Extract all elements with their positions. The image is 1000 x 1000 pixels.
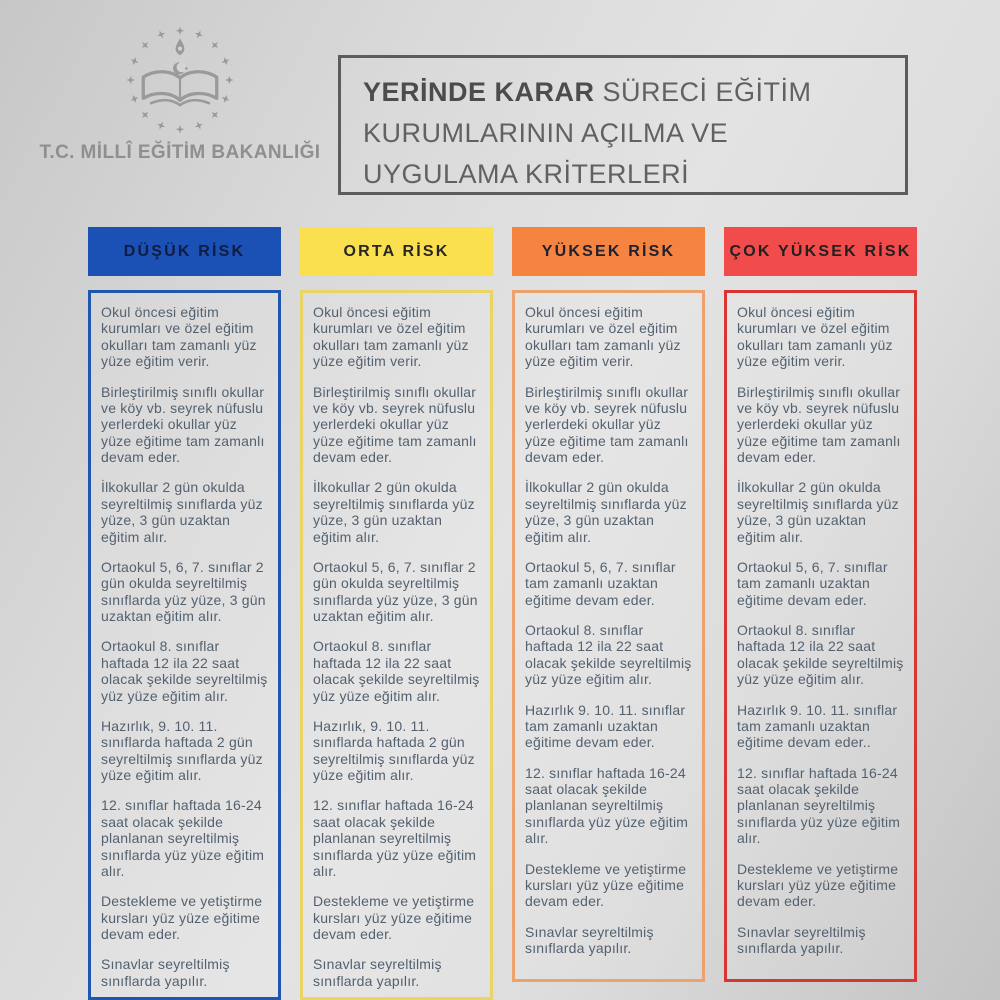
criteria-item: Destekleme ve yetiştirme kursları yüz yüze eğitime devam eder. — [525, 860, 687, 910]
risk-header-cok-yuksek-risk — [724, 227, 917, 276]
risk-header-yuksek-risk — [512, 227, 705, 276]
criteria-item: Okul öncesi eğitim kurumları ve özel eğitim okulları tam zamanlı yüz yüze eğitim verir. — [737, 304, 893, 370]
title-box — [338, 55, 908, 195]
criteria-item: Hazırlık 9. 10. 11. sınıflar tam zamanlı uzaktan eğitime devam eder. — [525, 701, 686, 751]
criteria-item: Ortaokul 5, 6, 7. sınıflar 2 gün okulda seyreltilmiş sınıflarda yüz yüze, 3 gün uzaktan eğitim alır. — [313, 558, 478, 624]
meb-crest-icon — [122, 22, 238, 138]
title-rest: SÜRECİ EĞİTİM KURUMLARININ AÇILMA VE UYGULAMA KRİTERLERİ — [363, 77, 812, 190]
criteria-item: Birleştirilmiş sınıflı okullar ve köy vb. seyrek nüfuslu yerlerdeki okullar yüz yüze eğitime tam zamanlı devam eder. — [313, 383, 477, 465]
criteria-item: Destekleme ve yetiştirme kursları yüz yüze eğitime devam eder. — [101, 893, 263, 942]
criteria-item: 12. sınıflar haftada 16-24 saat olacak şekilde planlanan seyreltilmiş sınıflarda yüz yüze eğitim alır. — [313, 797, 477, 879]
risk-header-label: ORTA RİSK — [343, 242, 450, 260]
risk-header-label: YÜKSEK RİSK — [541, 242, 676, 260]
risk-columns — [88, 227, 917, 1000]
criteria-item: Okul öncesi eğitim kurumları ve özel eğitim okulları tam zamanlı yüz yüze eğitim verir. — [525, 304, 681, 370]
criteria-item: Destekleme ve yetiştirme kursları yüz yüze eğitime devam eder. — [737, 860, 899, 910]
criteria-item: Birleştirilmiş sınıflı okullar ve köy vb. seyrek nüfuslu yerlerdeki okullar yüz yüze eğitime tam zamanlı devam eder. — [101, 383, 265, 465]
criteria-item: Destekleme ve yetiştirme kursları yüz yüze eğitime devam eder. — [313, 893, 475, 942]
risk-header-orta-risk — [300, 227, 493, 276]
risk-criteria-box-cok-yuksek-risk — [724, 290, 917, 982]
risk-header-label: DÜŞÜK RİSK — [123, 242, 246, 260]
criteria-item: Sınavlar seyreltilmiş sınıflarda yapılır. — [525, 923, 654, 956]
criteria-item: Sınavlar seyreltilmiş sınıflarda yapılır. — [737, 923, 866, 956]
risk-column-yuksek-risk — [512, 227, 705, 1000]
criteria-item: İlkokullar 2 gün okulda seyreltilmiş sınıflarda yüz yüze, 3 gün uzaktan eğitim alır. — [101, 479, 263, 545]
criteria-item: İlkokullar 2 gün okulda seyreltilmiş sınıflarda yüz yüze, 3 gün uzaktan eğitim alır. — [737, 479, 899, 545]
criteria-item: Okul öncesi eğitim kurumları ve özel eğitim okulları tam zamanlı yüz yüze eğitim verir. — [313, 304, 469, 370]
criteria-item: Birleştirilmiş sınıflı okullar ve köy vb. seyrek nüfuslu yerlerdeki okullar yüz yüze eğitime tam zamanlı devam eder. — [525, 383, 689, 465]
criteria-item: Sınavlar seyreltilmiş sınıflarda yapılır. — [313, 956, 442, 989]
risk-column-orta-risk — [300, 227, 493, 1000]
ministry-brand — [30, 22, 330, 164]
criteria-item: Ortaokul 5, 6, 7. sınıflar tam zamanlı uzaktan eğitime devam eder. — [737, 558, 888, 608]
criteria-item: Ortaokul 8. sınıflar haftada 12 ila 22 saat olacak şekilde seyreltilmiş yüz yüze eğitim alır. — [313, 638, 480, 704]
criteria-item: 12. sınıflar haftada 16-24 saat olacak şekilde planlanan seyreltilmiş sınıflarda yüz yüze eğitim alır. — [737, 764, 901, 847]
criteria-item: İlkokullar 2 gün okulda seyreltilmiş sınıflarda yüz yüze, 3 gün uzaktan eğitim alır. — [313, 479, 475, 545]
criteria-item: 12. sınıflar haftada 16-24 saat olacak şekilde planlanan seyreltilmiş sınıflarda yüz yüze eğitim alır. — [101, 797, 265, 879]
risk-column-dusuk-risk — [88, 227, 281, 1000]
title-bold: YERİNDE KARAR — [363, 77, 595, 107]
criteria-item: Okul öncesi eğitim kurumları ve özel eğitim okulları tam zamanlı yüz yüze eğitim verir. — [101, 304, 257, 370]
criteria-item: Hazırlık, 9. 10. 11. sınıflarda haftada 2 gün seyreltilmiş sınıflarda yüz yüze eğitim alır. — [313, 717, 475, 783]
risk-criteria-box-yuksek-risk — [512, 290, 705, 982]
risk-header-label: ÇOK YÜKSEK RİSK — [729, 242, 912, 260]
criteria-item: Hazırlık 9. 10. 11. sınıflar tam zamanlı uzaktan eğitime devam eder.. — [737, 701, 898, 751]
criteria-item: Hazırlık, 9. 10. 11. sınıflarda haftada 2 gün seyreltilmiş sınıflarda yüz yüze eğitim alır. — [101, 717, 263, 783]
criteria-item: Ortaokul 5, 6, 7. sınıflar 2 gün okulda seyreltilmiş sınıflarda yüz yüze, 3 gün uzaktan eğitim alır. — [101, 558, 266, 624]
ministry-name: T.C. MİLLÎ EĞİTİM BAKANLIĞI — [39, 142, 321, 163]
criteria-item: Ortaokul 8. sınıflar haftada 12 ila 22 saat olacak şekilde seyreltilmiş yüz yüze eğitim alır. — [525, 622, 692, 688]
risk-criteria-box-dusuk-risk — [88, 290, 281, 1000]
criteria-item: Ortaokul 5, 6, 7. sınıflar tam zamanlı uzaktan eğitime devam eder. — [525, 558, 676, 608]
criteria-item: Birleştirilmiş sınıflı okullar ve köy vb. seyrek nüfuslu yerlerdeki okullar yüz yüze eğitime tam zamanlı devam eder. — [737, 383, 901, 465]
criteria-item: Ortaokul 8. sınıflar haftada 12 ila 22 saat olacak şekilde seyreltilmiş yüz yüze eğitim alır. — [101, 638, 268, 704]
criteria-item: İlkokullar 2 gün okulda seyreltilmiş sınıflarda yüz yüze, 3 gün uzaktan eğitim alır. — [525, 479, 687, 545]
criteria-item: Sınavlar seyreltilmiş sınıflarda yapılır. — [101, 956, 230, 989]
risk-column-cok-yuksek-risk — [724, 227, 917, 1000]
criteria-item: 12. sınıflar haftada 16-24 saat olacak şekilde planlanan seyreltilmiş sınıflarda yüz yüze eğitim alır. — [525, 764, 689, 847]
risk-header-dusuk-risk — [88, 227, 281, 276]
criteria-item: Ortaokul 8. sınıflar haftada 12 ila 22 saat olacak şekilde seyreltilmiş yüz yüze eğitim alır. — [737, 622, 904, 688]
risk-criteria-box-orta-risk — [300, 290, 493, 1000]
